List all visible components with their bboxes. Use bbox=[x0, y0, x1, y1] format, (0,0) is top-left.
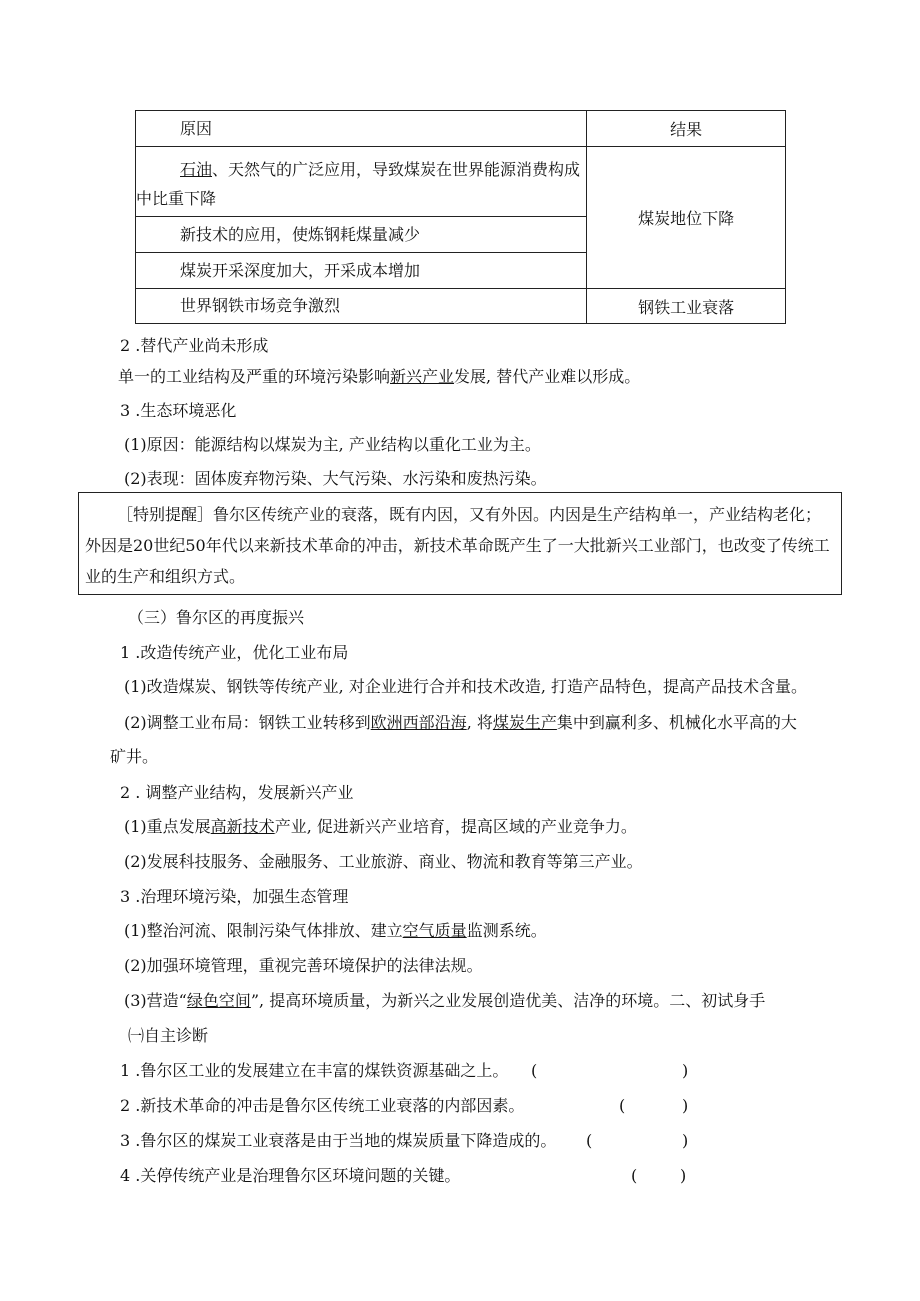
section-title: （三）鲁尔区的再度振兴 bbox=[128, 608, 305, 627]
answer-paren-open-2[interactable]: ( bbox=[619, 1096, 626, 1115]
table-cell-cause-3: 煤炭开采深度加大，开采成本增加 bbox=[136, 253, 587, 289]
paragraph-3-2: (2)加强环境管理，重视完善环境保护的法律法规。 bbox=[124, 956, 483, 975]
table-cell-cause-2: 新技术的应用，使炼钢耗煤量减少 bbox=[136, 217, 587, 253]
underlined-term: 石油 bbox=[180, 160, 213, 179]
paragraph-3-3: (3)营造“绿色空间”, 提高环境质量，为新兴之业发展创造优美、洁净的环境。二、初试身手 bbox=[124, 991, 766, 1010]
paragraph-s2: 单一的工业结构及严重的环境污染影响新兴产业发展, 替代产业难以形成。 bbox=[118, 367, 641, 386]
paragraph-1-2-cont: 矿井。 bbox=[110, 747, 159, 766]
paragraph-3-1: (1)整治河流、限制污染气体排放、建立空气质量监测系统。 bbox=[124, 921, 547, 940]
answer-paren-close-3[interactable]: ) bbox=[682, 1131, 689, 1150]
heading-3: 3 .治理环境污染，加强生态管理 bbox=[120, 887, 349, 906]
quiz-question-3: 3 .鲁尔区的煤炭工业衰落是由于当地的煤炭质量下降造成的。 bbox=[120, 1131, 557, 1150]
paragraph-s3-1: (1)原因：能源结构以煤炭为主, 产业结构以重化工业为主。 bbox=[124, 435, 541, 454]
paragraph-2-1: (1)重点发展高新技术产业, 促进新兴产业培育，提高区域的产业竞争力。 bbox=[124, 817, 637, 836]
answer-paren-open-3[interactable]: ( bbox=[586, 1131, 593, 1150]
table-cell-cause-4: 世界钢铁市场竞争激烈 bbox=[136, 289, 587, 324]
table-cell-result-1: 煤炭地位下降 bbox=[587, 147, 786, 289]
answer-paren-close-4[interactable]: ) bbox=[680, 1166, 687, 1185]
answer-paren-close-1[interactable]: ) bbox=[682, 1061, 689, 1080]
heading-2: 2 . 调整产业结构，发展新兴产业 bbox=[120, 783, 354, 802]
table-cell-result-2: 钢铁工业衰落 bbox=[587, 289, 786, 324]
paragraph-1-1: (1)改造煤炭、钢铁等传统产业, 对企业进行合并和技术改造, 打造产品特色，提高产品技术含量。 bbox=[124, 677, 808, 696]
answer-paren-open-4[interactable]: ( bbox=[631, 1166, 638, 1185]
paragraph-2-2: (2)发展科技服务、金融服务、工业旅游、商业、物流和教育等第三产业。 bbox=[124, 852, 643, 871]
quiz-question-1: 1 .鲁尔区工业的发展建立在丰富的煤铁资源基础之上。 bbox=[120, 1061, 509, 1080]
paragraph-s3-2: (2)表现：固体废弃物污染、大气污染、水污染和废热污染。 bbox=[124, 469, 547, 488]
table-cell-cause-1: 石油、天然气的广泛应用，导致煤炭在世界能源消费构成中比重下降 bbox=[136, 147, 587, 217]
table-header-result: 结果 bbox=[587, 111, 786, 147]
paragraph-1-2: (2)调整工业布局：钢铁工业转移到欧洲西部沿海, 将煤炭生产集中到赢利多、机械化水平高的大 bbox=[124, 713, 797, 732]
quiz-title: ㈠自主诊断 bbox=[128, 1026, 209, 1045]
special-tip-box bbox=[78, 492, 842, 595]
answer-paren-close-2[interactable]: ) bbox=[682, 1096, 689, 1115]
heading-s2: 2 .替代产业尚未形成 bbox=[120, 336, 269, 355]
quiz-question-2: 2 .新技术革命的冲击是鲁尔区传统工业衰落的内部因素。 bbox=[120, 1096, 525, 1115]
quiz-question-4: 4 .关停传统产业是治理鲁尔区环境问题的关键。 bbox=[120, 1166, 461, 1185]
answer-paren-open-1[interactable]: ( bbox=[531, 1061, 538, 1080]
heading-1: 1 .改造传统产业，优化工业布局 bbox=[120, 643, 349, 662]
heading-s3: 3 .生态环境恶化 bbox=[120, 401, 237, 420]
cause-result-table bbox=[135, 110, 786, 324]
special-tip-text: ［特别提醒］鲁尔区传统产业的衰落，既有内因，又有外因。内因是生产结构单一，产业结构老化；外因是20世纪50年代以来新技术革命的冲击，新技术革命既产生了一大批新兴工业部门，也改变了传统工业的生产和组织方式。 bbox=[85, 505, 830, 586]
table-header-cause: 原因 bbox=[136, 111, 587, 147]
